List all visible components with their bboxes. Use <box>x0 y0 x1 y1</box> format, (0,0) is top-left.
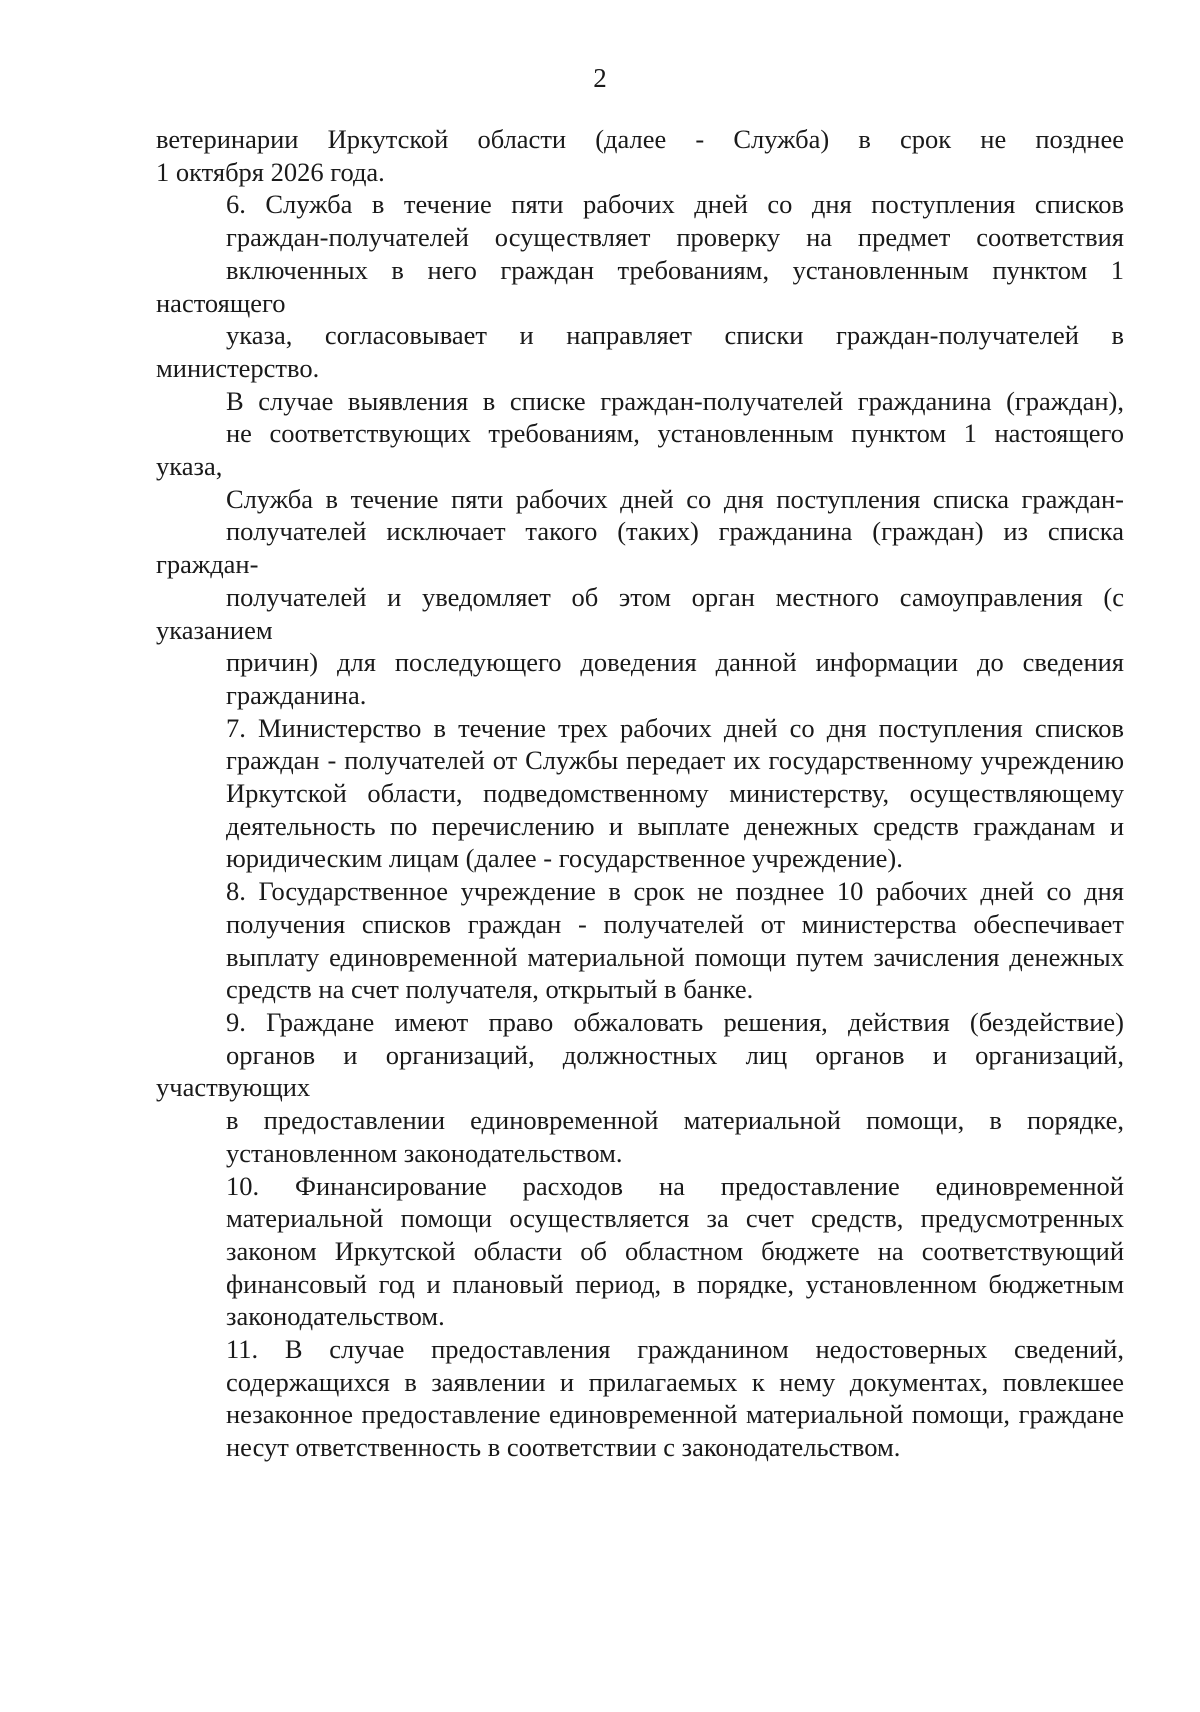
paragraph <box>156 1006 1124 1170</box>
text-line: гражданина. <box>226 679 367 710</box>
text-line: В случае выявления в списке граждан-получателей гражданина (граждан), <box>226 385 1124 416</box>
text-line: причин) для последующего доведения данной информации до сведения <box>226 647 1124 678</box>
text-line: выплату единовременной материальной помощи путем зачисления денежных <box>226 941 1124 972</box>
text-line: 8. Государственное учреждение в срок не позднее 10 рабочих дней со дня <box>226 876 1124 907</box>
text-line: не соответствующих требованиям, установленным пунктом 1 настоящего указа, <box>156 418 1124 482</box>
text-line: незаконное предоставление единовременной материальной помощи, граждане <box>226 1399 1124 1430</box>
text-line: юридическим лицам (далее - государственное учреждение). <box>226 843 903 874</box>
text-line: указа, согласовывает и направляет списки граждан-получателей в министерство. <box>156 320 1124 383</box>
text-line: установленном законодательством. <box>226 1137 623 1168</box>
text-line: получения списков граждан - получателей от министерства обеспечивает <box>226 908 1124 939</box>
paragraph <box>156 1333 1124 1464</box>
text-line: 7. Министерство в течение трех рабочих дней со дня поступления списков <box>226 712 1124 743</box>
text-line: 9. Граждане имеют право обжаловать решения, действия (бездействие) <box>226 1006 1124 1037</box>
document-body <box>156 123 1124 1464</box>
text-line: включенных в него граждан требованиям, установленным пунктом 1 настоящего <box>156 254 1124 318</box>
text-line: 6. Служба в течение пяти рабочих дней со дня поступления списков <box>226 189 1124 220</box>
text-line: средств на счет получателя, открытый в банке. <box>226 974 754 1005</box>
text-line: органов и организаций, должностных лиц органов и организаций, участвующих <box>156 1039 1124 1103</box>
text-line: 1 октября 2026 года. <box>156 156 385 187</box>
text-line: граждан-получателей осуществляет проверку на предмет соответствия <box>226 222 1124 253</box>
paragraph <box>156 1170 1124 1334</box>
text-line: ветеринарии Иркутской области (далее - Служба) в срок не позднее <box>156 124 1124 154</box>
page-number: 2 <box>593 63 607 93</box>
text-line: несут ответственность в соответствии с законодательством. <box>226 1432 901 1463</box>
text-line: материальной помощи осуществляется за счет средств, предусмотренных <box>226 1203 1124 1234</box>
text-line: граждан - получателей от Службы передает их государственному учреждению <box>226 745 1124 776</box>
text-line: 11. В случае предоставления гражданином недостоверных сведений, <box>226 1334 1124 1365</box>
text-line: финансовый год и плановый период, в порядке, установленном бюджетным <box>226 1268 1124 1299</box>
paragraph <box>156 188 1124 384</box>
paragraph <box>156 385 1124 712</box>
text-line: получателей исключает такого (таких) гражданина (граждан) из списка граждан- <box>156 516 1124 580</box>
text-line: в предоставлении единовременной материальной помощи, в порядке, <box>226 1105 1124 1136</box>
paragraph <box>156 875 1124 1006</box>
paragraph <box>156 712 1124 876</box>
text-line: законодательством. <box>226 1301 445 1332</box>
text-line: Иркутской области, подведомственному министерству, осуществляющему <box>226 778 1124 809</box>
text-line: деятельность по перечислению и выплате денежных средств гражданам и <box>226 810 1124 841</box>
text-line: 10. Финансирование расходов на предоставление единовременной <box>226 1170 1124 1201</box>
text-line: получателей и уведомляет об этом орган местного самоуправления (с указанием <box>156 581 1124 645</box>
text-line: содержащихся в заявлении и прилагаемых к нему документах, повлекшее <box>226 1366 1124 1397</box>
text-line: Служба в течение пяти рабочих дней со дня поступления списка граждан- <box>226 483 1124 514</box>
paragraph <box>156 123 1124 188</box>
text-line: законом Иркутской области об областном бюджете на соответствующий <box>226 1235 1124 1266</box>
